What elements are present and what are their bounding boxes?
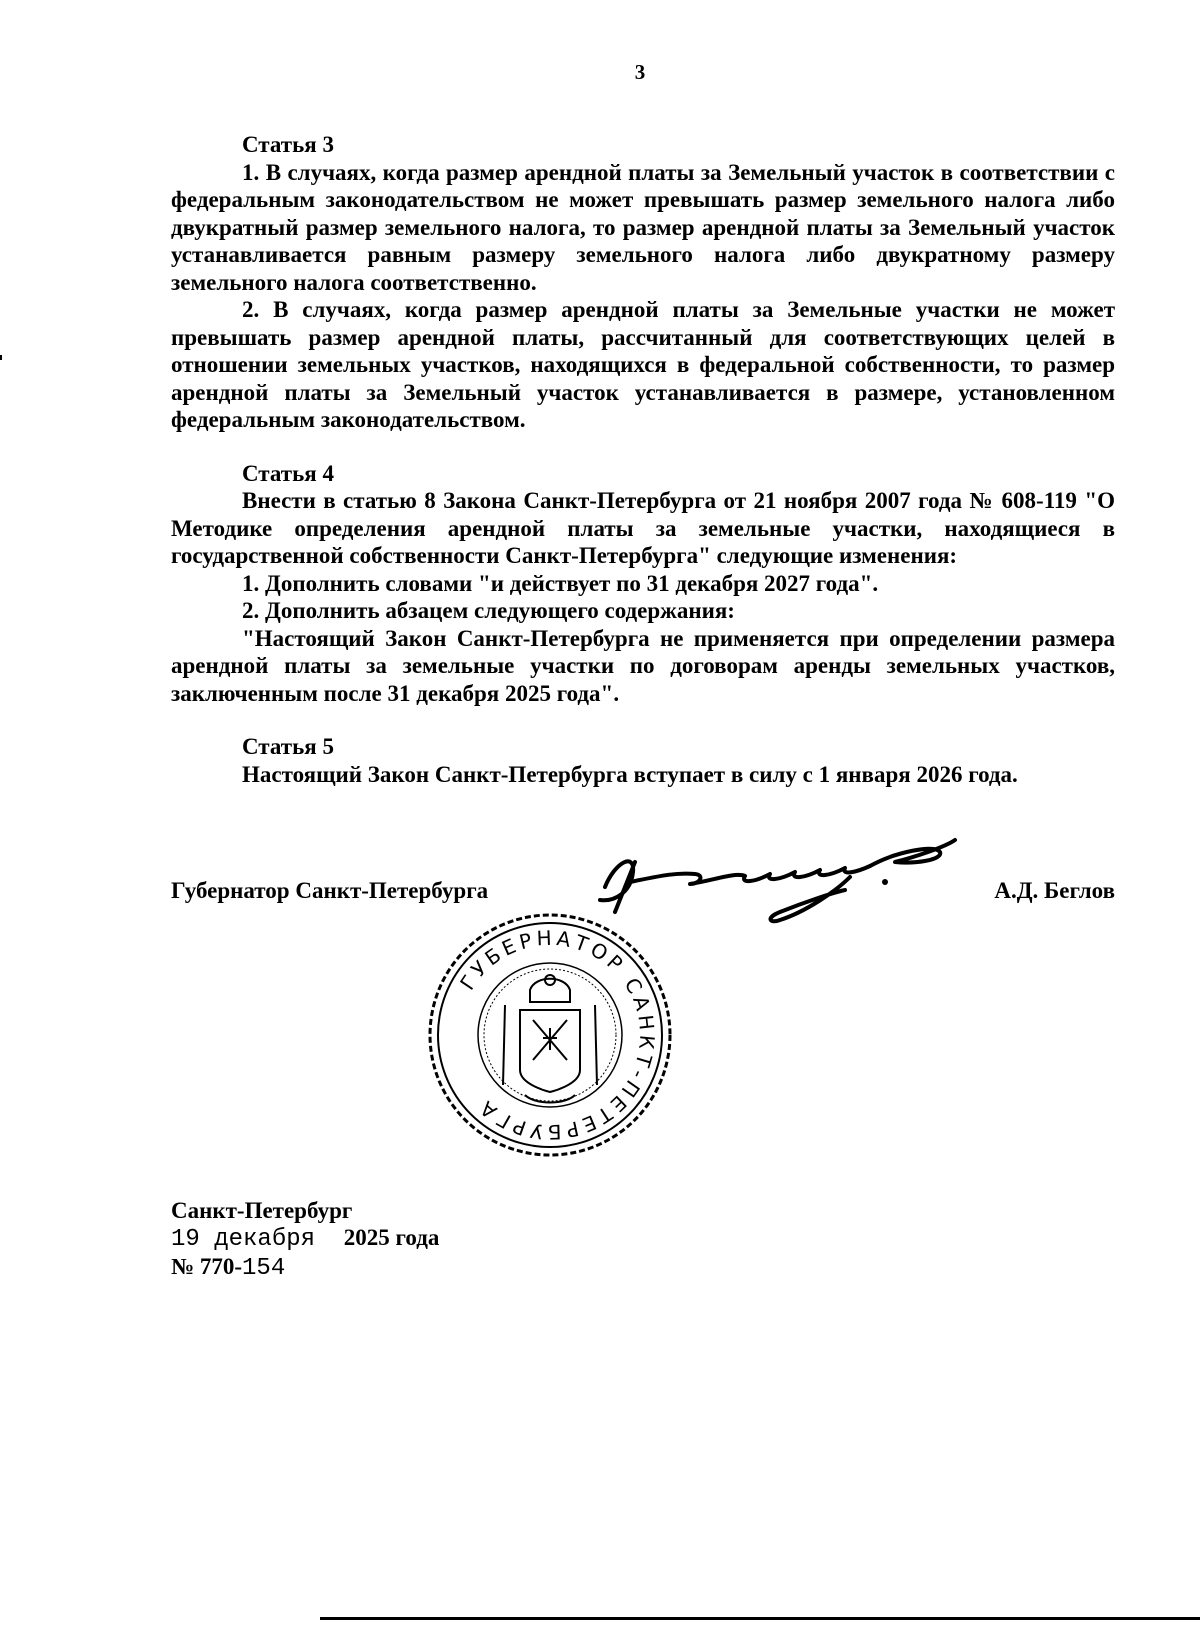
footer-number-prefix: № 770- xyxy=(171,1254,243,1279)
governor-title: Губернатор Санкт-Петербурга xyxy=(171,878,489,903)
article-4-paragraph-1: Внести в статью 8 Закона Санкт-Петербурга от 21 ноября 2007 года № 608-119 "О Методике определения арендной платы за земельные участки, находящиеся в государственной собственности Санкт-Петербурга" следующие изменения: xyxy=(171,488,1115,568)
document-footer xyxy=(171,1197,439,1282)
governor-name: А.Д. Беглов xyxy=(994,878,1115,903)
scan-bottom-edge xyxy=(320,1617,1200,1620)
article-3-paragraph-2: 2. В случаях, когда размер арендной платы за Земельные участки не может превышать размер арендной платы, рассчитанный для соответствующих целей в отношении земельных участков, находящихся в федеральной собственности, то размер арендной платы за Земельный участок устанавливается в размере, установленном федеральным законодательством. xyxy=(171,297,1115,432)
article-3-heading: Статья 3 xyxy=(242,132,334,157)
footer-city: Санкт-Петербург xyxy=(171,1198,353,1223)
footer-number xyxy=(171,1253,439,1282)
footer-number-value: 154 xyxy=(242,1255,286,1282)
footer-date-year: 2025 года xyxy=(343,1225,440,1250)
governor-seal xyxy=(425,910,675,1160)
article-5-paragraph-1: Настоящий Закон Санкт-Петербурга вступает в силу с 1 января 2026 года. xyxy=(242,761,1018,787)
page-number: 3 xyxy=(634,60,646,84)
svg-text:ГУБЕРНАТОР САНКТ-ПЕТЕРБУРГА xyxy=(455,926,659,1144)
article-4-paragraph-4: "Настоящий Закон Санкт-Петербурга не применяется при определении размера арендной платы за земельные участки по договорам аренды земельных участков, заключенным после 31 декабря 2025 года". xyxy=(171,625,1115,706)
scan-edge-mark xyxy=(0,355,2,360)
article-4-paragraph-3: 2. Дополнить абзацем следующего содержания: xyxy=(242,598,735,623)
footer-date xyxy=(171,1224,439,1253)
law-body xyxy=(171,131,1115,788)
article-3-paragraph-1: 1. В случаях, когда размер арендной платы за Земельный участок в соответствии с федеральным законодательством не может превышать размер земельного налога либо двукратный размер земельного налога, то размер арендной платы за Земельный участок устанавливается равным размеру земельного налога либо двукратному размеру земельного налога соответственно. xyxy=(171,159,1115,295)
article-4-paragraph-2: 1. Дополнить словами "и действует по 31 декабря 2027 года". xyxy=(242,570,879,596)
article-5-heading: Статья 5 xyxy=(242,734,334,759)
footer-date-day-month: 19 декабря xyxy=(171,1226,316,1253)
article-4-heading: Статья 4 xyxy=(242,460,334,486)
seal-ring-text: ГУБЕРНАТОР САНКТ-ПЕТЕРБУРГА xyxy=(455,925,660,1145)
